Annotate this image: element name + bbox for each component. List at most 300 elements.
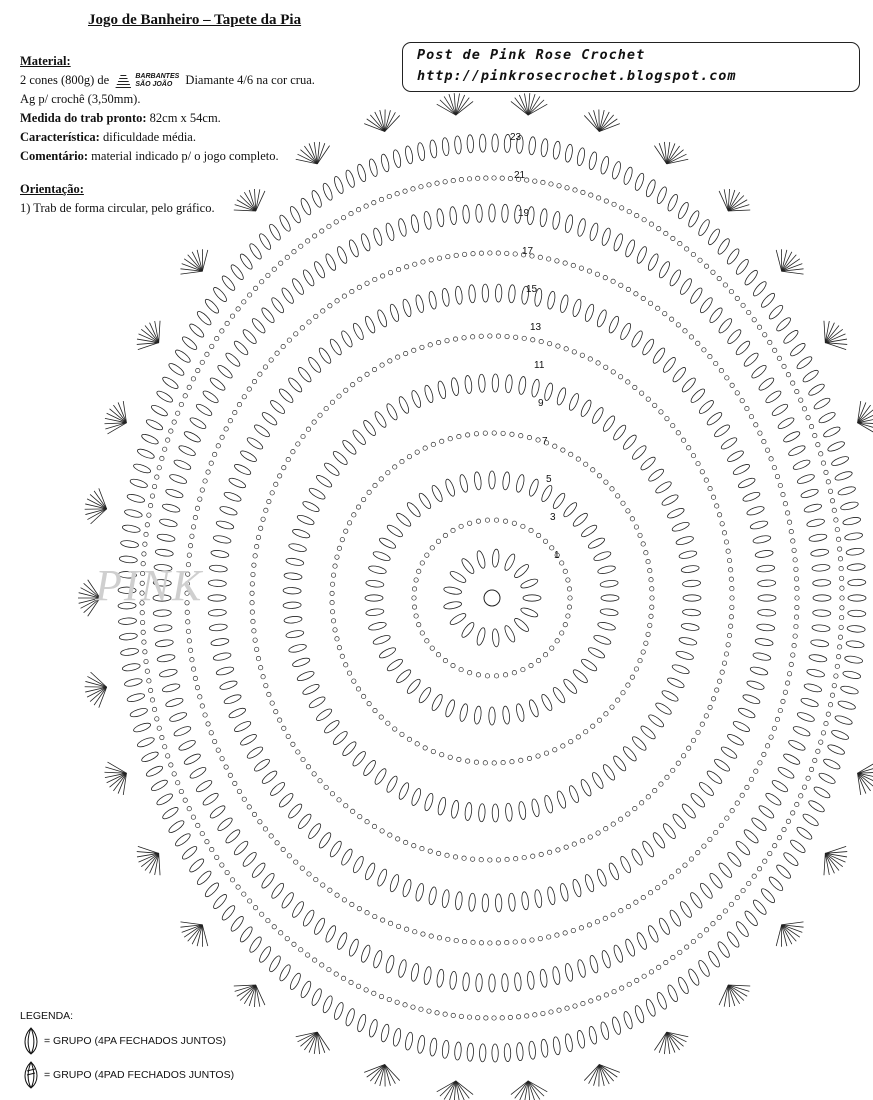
chain-mark [467,521,471,525]
chain-mark [576,457,580,461]
chain-mark [615,698,619,702]
chain-mark [470,857,474,861]
cluster-mark [543,795,554,814]
chain-mark [236,885,240,889]
chain-mark [388,921,392,925]
chain-mark [488,334,492,338]
cluster-mark [269,781,287,798]
cluster-mark [607,315,620,334]
cluster-mark [844,532,863,541]
cluster-mark [468,893,476,911]
cluster-mark [444,478,456,497]
cluster-mark [705,769,723,785]
cluster-mark [285,629,304,639]
chain-mark [282,465,286,469]
cluster-mark [734,258,750,276]
chain-mark [772,726,776,730]
chain-mark [521,667,525,671]
chain-mark [768,851,772,855]
chain-mark [420,561,424,565]
cluster-mark [417,1035,426,1054]
cluster-mark [698,882,714,900]
cluster-mark [449,206,457,225]
cluster-mark [269,399,287,416]
cluster-mark [624,938,637,957]
chain-mark [513,252,517,256]
cluster-mark [666,193,679,212]
cluster-mark [129,707,148,719]
cluster-mark [140,432,159,445]
chain-mark [824,470,828,474]
cluster-mark [552,141,561,160]
chain-mark [275,351,279,355]
cluster-mark [246,745,265,760]
cluster-mark [232,839,249,856]
chain-mark [143,650,147,654]
chain-mark [471,940,475,944]
cluster-mark [229,263,245,281]
cluster-mark [364,862,377,881]
chain-mark [457,757,461,761]
chain-mark [457,434,461,438]
cluster-mark [449,612,468,627]
cluster-mark [482,284,489,302]
chain-mark [547,850,551,854]
cluster-mark [150,778,169,792]
cluster-mark [467,135,474,153]
chain-mark [762,752,766,756]
cluster-mark [442,137,450,156]
chain-mark [306,427,310,431]
chain-mark [700,470,704,474]
cluster-mark [682,580,700,588]
cluster-mark [622,1011,634,1030]
chain-mark [186,620,190,624]
cluster-mark [216,816,234,833]
chain-mark [627,982,631,986]
cluster-mark [299,197,313,216]
chain-mark [358,377,362,381]
cluster-mark [501,974,508,992]
cluster-mark [726,328,743,346]
cluster-mark [136,736,155,749]
chain-mark [440,752,444,756]
cluster-mark [749,520,768,531]
chain-mark [252,629,256,633]
cluster-mark [368,621,387,632]
chain-mark [451,178,455,182]
chain-mark [430,546,434,550]
cluster-mark [600,608,619,617]
chain-mark [186,629,190,633]
chain-mark [758,761,762,765]
chain-mark [175,781,179,785]
chain-mark [533,179,537,183]
cluster-mark [552,966,561,985]
chain-mark [237,789,241,793]
chain-mark [572,350,576,354]
cluster-mark [587,646,606,660]
cluster-mark [671,521,690,533]
chain-mark [147,513,151,517]
chain-mark [281,344,285,348]
chain-mark [595,920,599,924]
cluster-mark [360,233,372,252]
chain-mark [287,338,291,342]
chain-mark [531,338,535,342]
chain-mark [320,229,324,233]
cluster-mark [220,274,236,292]
chain-mark [350,902,354,906]
cluster-mark [562,677,579,695]
cluster-mark [129,478,148,490]
cluster-mark [261,411,279,427]
chain-mark [777,356,781,360]
chain-mark [412,605,416,609]
orientation-heading: Orientação: [20,182,84,196]
chain-mark [492,431,496,435]
cluster-mark [521,891,529,910]
chain-mark [536,754,540,758]
chain-mark [792,548,796,552]
cluster-mark [253,423,271,439]
chain-mark [626,904,630,908]
chain-mark [470,335,474,339]
cluster-mark [436,969,445,988]
chain-mark [169,429,173,433]
cluster-mark [462,973,470,991]
chain-mark [476,673,480,677]
chain-mark [471,251,475,255]
chain-mark [649,577,653,581]
chain-mark [634,292,638,296]
chain-mark [415,742,419,746]
cluster-mark [847,625,865,633]
center-ring [484,590,500,606]
chain-mark [730,605,734,609]
chain-mark [691,939,695,943]
chain-mark [714,504,718,508]
chain-mark [445,853,449,857]
chain-mark [188,543,192,547]
cluster-mark [813,579,831,586]
chain-mark [725,376,729,380]
chain-mark [318,779,322,783]
chain-mark [413,262,417,266]
chain-mark [840,606,844,610]
cluster-mark [323,719,341,735]
cluster-mark [210,637,229,646]
chain-mark [698,934,702,938]
cluster-mark [543,382,554,401]
cluster-mark [167,819,185,835]
chain-mark [196,823,200,827]
chain-mark [501,431,505,435]
cluster-mark [767,304,784,321]
cluster-mark [612,423,628,441]
cluster-mark [668,268,682,287]
chain-mark [479,941,483,945]
chain-mark [765,448,769,452]
cluster-mark [162,503,181,514]
cluster-mark [782,329,800,346]
chain-mark [314,877,318,881]
chain-mark [778,483,782,487]
chain-mark [187,385,191,389]
chain-mark [840,586,844,590]
cluster-mark [579,778,593,797]
chain-mark [735,391,739,395]
cluster-mark [401,298,412,317]
chain-mark [350,809,354,813]
chain-mark [795,586,799,590]
cluster-mark [155,389,174,404]
cluster-mark [757,376,775,392]
chain-mark [364,204,368,208]
chain-mark [729,289,733,293]
chain-mark [557,1008,561,1012]
cluster-mark [732,463,751,477]
chain-mark [639,391,643,395]
cluster-mark [195,869,212,886]
chain-mark [492,176,496,180]
legend-item-2: = GRUPO (4PAD FECHADOS JUNTOS) [20,1058,234,1092]
cluster-mark [328,840,343,859]
chain-mark [839,625,843,629]
cluster-mark [654,701,673,716]
chain-mark [656,885,660,889]
chain-mark [711,495,715,499]
cluster-mark [464,802,472,821]
chain-mark [646,397,650,401]
cluster-mark [800,488,819,500]
chain-mark [253,554,257,558]
cluster-mark [639,455,657,472]
chain-mark [352,679,356,683]
cluster-mark [792,725,811,738]
cluster-mark [539,208,548,227]
cluster-mark [552,1036,561,1055]
row-number: 13 [530,322,542,333]
chain-mark [583,730,587,734]
chain-mark [349,980,353,984]
cluster-mark [528,478,540,497]
chain-mark [258,526,262,530]
chain-mark [513,940,517,944]
shell-stitch [107,423,126,434]
cluster-mark [837,699,856,710]
cluster-mark [584,303,596,322]
cluster-mark [181,335,199,351]
cluster-mark [844,655,863,664]
cluster-mark [678,277,693,296]
cluster-mark [331,449,349,466]
chain-mark [809,767,813,771]
cluster-mark [789,838,807,854]
cluster-mark [588,151,598,170]
cluster-mark [178,739,197,753]
chain-mark [531,854,535,858]
cluster-mark [366,608,385,617]
cluster-mark [796,711,815,723]
cluster-mark [454,136,462,154]
chain-mark [729,577,733,581]
chain-mark [752,318,756,322]
chain-mark [465,433,469,437]
cluster-mark [261,769,279,785]
cluster-mark [474,706,483,725]
chain-mark [508,176,512,180]
cluster-mark [737,476,756,489]
chain-mark [762,439,766,443]
chain-mark [270,491,274,495]
chain-mark [454,253,458,257]
material-line2: Ag p/ crochê (3,50mm). [20,92,141,106]
cluster-mark [687,209,701,228]
chain-mark [388,359,392,363]
chain-mark [421,260,425,264]
chain-mark [553,748,557,752]
chain-mark [431,442,435,446]
chain-mark [437,936,441,940]
cluster-mark [241,851,258,869]
chain-mark [203,479,207,483]
shell-stitch [159,321,160,343]
chain-mark [512,671,516,675]
cluster-mark [291,277,306,296]
cluster-mark [842,516,861,526]
cluster-mark [622,166,634,185]
cluster-mark [809,533,828,543]
credit-url[interactable]: http://pinkrosecrochet.blogspot.com [417,68,737,84]
chain-mark [539,339,543,343]
chain-mark [740,793,744,797]
cluster-mark [489,707,495,725]
chain-mark [549,1010,553,1014]
chain-mark [157,726,161,730]
chain-mark [604,712,608,716]
cluster-mark [599,156,610,175]
chain-mark [544,751,548,755]
cluster-mark [392,1028,402,1047]
chain-mark [183,394,187,398]
chain-mark [840,596,844,600]
cluster-mark [280,286,295,304]
chain-mark [529,663,533,667]
chain-mark [291,450,295,454]
chain-mark [689,857,693,861]
cluster-mark [813,396,832,411]
cluster-mark [460,557,476,575]
chain-mark [312,772,316,776]
chain-mark [417,622,421,626]
chain-mark [195,506,199,510]
cluster-mark [482,894,489,912]
chain-mark [451,528,455,532]
chain-mark [510,760,514,764]
cluster-mark [746,505,765,517]
chain-mark [356,687,360,691]
chain-mark [500,176,504,180]
chain-mark [191,377,195,381]
cluster-mark [601,414,616,433]
chain-mark [708,486,712,490]
cluster-mark [385,222,396,241]
chain-mark [648,301,652,305]
cluster-4tr-icon [20,1060,42,1090]
chain-mark [676,431,680,435]
chain-mark [557,184,561,188]
cluster-mark [707,950,722,969]
cluster-mark [228,706,247,719]
chain-mark [768,340,772,344]
chain-mark [696,730,700,734]
cluster-mark [324,924,338,943]
chain-mark [448,437,452,441]
cluster-mark [246,436,265,451]
chain-mark [719,368,723,372]
chain-mark [568,596,572,600]
cluster-mark [505,375,513,393]
chain-mark [292,250,296,254]
cluster-mark [458,703,469,722]
cluster-mark [677,976,691,995]
chain-mark [412,587,416,591]
chain-mark [728,624,732,628]
cluster-mark [161,805,180,820]
cluster-mark [599,1021,610,1040]
cluster-mark [782,430,801,444]
cluster-mark [607,862,620,881]
chain-mark [386,471,390,475]
chain-mark [696,850,700,854]
chain-mark [413,930,417,934]
cluster-mark [285,557,304,567]
shell-stitch [256,985,265,1005]
chain-mark [492,1016,496,1020]
cluster-mark [283,587,301,594]
row-number: 15 [526,284,538,295]
chain-mark [242,892,246,896]
cluster-mark [698,781,716,798]
chain-mark [611,279,615,283]
cluster-mark [278,214,292,233]
cluster-mark [758,609,776,616]
chain-mark [275,841,279,845]
cluster-mark [698,399,716,416]
cluster-mark [813,785,832,800]
cluster-mark [328,338,343,357]
cluster-mark [317,831,332,849]
chain-mark [233,781,237,785]
chain-mark [505,251,509,255]
cluster-mark [571,511,589,528]
chain-mark [649,970,653,974]
cluster-mark [580,523,598,538]
cluster-mark [742,351,760,368]
chain-mark [524,1014,528,1018]
cluster-mark [651,346,666,364]
cluster-mark [209,376,227,392]
cluster-mark [513,617,531,634]
cluster-mark [689,792,706,809]
cluster-mark [576,1030,586,1049]
chain-mark [148,688,152,692]
cluster-mark [395,668,413,685]
chain-mark [440,439,444,443]
cluster-mark [559,883,570,902]
chain-mark [412,596,416,600]
